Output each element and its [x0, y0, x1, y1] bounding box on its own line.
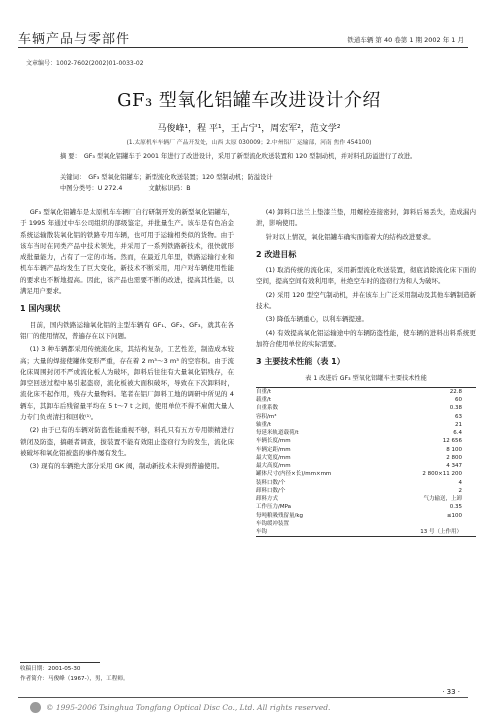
section-1-paragraph: (2) 由于已有的车辆对防盗性能重视不够，料孔只有五方专用锁精进行锁闭及防盗，搞砸者调查，拔装置不能有效阻止盗窃行为的发生，流化床被破坏和氧化铝被盗的事件屡有发生。 [20, 426, 234, 457]
param-label: 卸料口数/个 [256, 487, 286, 494]
clc-label: 中图分类号： [60, 185, 98, 192]
copyright-text: © 1995-2006 Tsinghua Tongfang Optical Disc Co., Ltd. All rights reserved. [46, 703, 331, 712]
section-2-paragraph: (3) 降低车辆重心，以利车辆提速。 [265, 315, 369, 324]
table-row [256, 512, 476, 520]
param-label: 自重系数 [256, 405, 279, 412]
table-row [256, 487, 476, 495]
table-row [256, 462, 476, 470]
right-column [256, 207, 476, 537]
param-value: 2 800 [446, 454, 462, 461]
footnote-divider [20, 662, 100, 663]
param-value: 6.4 [453, 430, 462, 437]
abstract [60, 152, 454, 162]
section-3-heading: 3 主要技术性能（表 1） [256, 357, 345, 367]
param-label: 车钩 [256, 528, 382, 537]
abstract-text: GF₃ 型氧化铝罐车于 2001 年进行了改进设计，采用了新型流化吹送装置和 120 型制动机，并对料孔防溢进行了改进。 [83, 153, 417, 160]
param-value: 13 号（上作用） [382, 528, 476, 537]
section-2-paragraph: (4) 有效提高氧化铝运输途中的车辆防盗性能，使车辆的进料出料系统更加符合使用单位的实际需要。 [256, 328, 476, 348]
table-row [256, 503, 476, 511]
publisher-logo-icon [30, 702, 41, 713]
param-value: 0.35 [449, 504, 462, 511]
section-1-paragraph: (1) 3 种车辆都采用传统流化床，其结构复杂，工艺性差，制造成本较高；大量的焊接使罐体变形严重，存在着 2 m³～3 m³ 的空容积。由于流化床周围封闭不严或流化板人为破坏，卸料后往往有大量氧化铝残存，在卸空回送过程中易引起盗窃，流化板被大面积破坏，导致在下次卸料时，流化床不起作用，残存大量物料。笔者在铝厂卸料工地的调研中所见的 4 辆车，其卸车后残留量平均在 5 t～7 t 之间，使用单位不得不雇佣大量人力专门负责清扫和回收⁽¹⁾。 [20, 345, 234, 422]
param-value: 8 100 [446, 446, 462, 453]
copyright-notice [30, 702, 330, 713]
table-row [256, 470, 476, 478]
param-label: 装料口数/个 [256, 479, 286, 486]
table-row [256, 396, 476, 404]
param-label: 最大高度/mm [256, 463, 291, 470]
section-2-paragraph: (2) 采用 120 型空气制动机，并在该车上广泛采用制动及其他车辆制造新技术。 [256, 290, 476, 311]
param-value: 2 [458, 487, 462, 494]
received-date: 收稿日期：2001-05-30 [20, 666, 81, 672]
param-value: 12 656 [442, 438, 462, 445]
param-label: 卸料方式 [256, 496, 279, 503]
table-row [256, 387, 476, 396]
param-label: 自重/t [256, 387, 382, 396]
table-row [256, 479, 476, 487]
affiliation: (1.太原机车车辆厂 产品开发处，山西 太原 030009；2.中州铝厂 运输部，河南 焦作 454100) [126, 140, 372, 146]
keywords [60, 173, 454, 183]
keywords-label: 关键词： [60, 174, 86, 181]
param-label: 容积/m³ [256, 413, 277, 420]
section-1-heading: 1 国内现状 [20, 304, 61, 314]
table-row [256, 528, 476, 537]
table-row [256, 437, 476, 445]
classification [60, 184, 454, 194]
table-row [256, 520, 476, 528]
param-label: 载重/t [256, 397, 272, 404]
table-caption: 表 1 改进后 GF₃ 型氧化铝罐车主要技术性能 [305, 374, 427, 382]
keywords-text: GF₃ 型氧化铝罐车；新型流化吹送装置；120 型制动机；防溢设计 [88, 174, 273, 181]
param-value: 21 [455, 421, 462, 428]
param-value [382, 520, 476, 528]
table-row [256, 446, 476, 454]
param-value: 22.8 [382, 387, 476, 396]
intro-paragraph: GF₃ 型氧化铝罐车是太原机车车辆厂自行研制开发的新型氧化铝罐车，于 1995 年通过中车公司组织的部级鉴定，并批量生产。该车是有色冶金系统运输散装氧化铝的铁路专用车辆，也可用于运输相类似的货物。由于该车当时在同类产品中技术领先，并采用了一系列铁路新技术，很快就形成批量能力，占有了一定的市场。然而，在最近几年里，铁路运输行业和机车车辆产品均发生了巨大变化，新技术不断采用，用户对车辆使用性能的要求也不断地提高。因此，该产品也需要不断的改进，提高其性能，以满足用户要求。 [20, 208, 234, 296]
body-paragraph: 针对以上情况，氧化铝罐车确实面临着大的结构改进要求。 [265, 232, 435, 241]
paper-title: GF₃ 型氧化铝罐车改进设计介绍 [117, 90, 381, 111]
clc-code: U 272.4 [97, 185, 123, 192]
left-column [20, 207, 234, 475]
page-number: · 33 · [442, 688, 460, 696]
abstract-label: 摘 要： [60, 153, 81, 160]
journal-issue-info: 铁道车辆 第 40 卷第 1 期 2002 年 1 月 [347, 36, 464, 44]
param-value: ≤100 [446, 512, 462, 519]
param-value: 63 [455, 413, 462, 420]
author-list: 马俊峰¹，程 平¹，王占宁¹，周宏军²，范文学² [157, 124, 341, 134]
section-2-heading: 2 改进目标 [256, 249, 297, 259]
doc-code-label: 文献标识码： [148, 185, 187, 192]
param-label: 每吨粮吸残留量/kg [256, 512, 304, 519]
table-row [256, 454, 476, 462]
section-2-paragraph: (1) 取消传统的流化床，采用新型流化吹送装置，彻底消除流化床下面的空间，提高空间有效利用率，杜绝空车时的盗窃行为和人为破坏。 [256, 266, 476, 286]
section-1-paragraph: (3) 现有的车辆绝大部分采用 GK 阀，制动新技术未得到普遍使用。 [29, 462, 224, 471]
footer-divider [18, 697, 468, 698]
param-value: 4 347 [446, 463, 462, 470]
param-label: 轴重/t [256, 421, 272, 428]
param-value: 0.38 [449, 405, 462, 412]
table-row [256, 404, 476, 412]
journal-section-title: 车辆产品与零部件 [18, 32, 131, 47]
param-label: 罐体尺寸(内径×长)/mm×mm [256, 471, 332, 478]
article-id: 文章编号：1002-7602(2002)01-0033-02 [26, 60, 144, 67]
param-label: 每延米轨道载荷/t [256, 430, 299, 437]
specs-table [256, 387, 476, 538]
param-value: 气力输送，上卸 [423, 496, 462, 503]
table-row [256, 421, 476, 429]
param-value: 60 [455, 397, 462, 404]
body-paragraph: (4) 卸料口法兰上垫漆兰垫，用螺栓连接密封，卸料后易丢失，造成漏内泄，影响使用。 [256, 208, 476, 228]
param-label: 车辆定距/mm [256, 446, 291, 453]
author-bio: 作者简介：马俊峰（1967-），男，工程师。 [20, 676, 129, 682]
table-row [256, 413, 476, 421]
param-value: 4 [458, 479, 462, 486]
section-1-paragraph: 目前，国内铁路运输氧化铝的主型车辆有 GF₁、GF₂、GF₃，就其在各铝厂的使用情况，普遍存在以下问题。 [20, 320, 234, 340]
header-divider [18, 47, 468, 48]
param-label: 工作压力/MPa [256, 504, 292, 511]
table-row [256, 429, 476, 437]
param-label: 最大宽度/mm [256, 454, 291, 461]
doc-code: B [186, 185, 191, 192]
param-value: 2 800×11 200 [422, 471, 462, 478]
table-row [256, 495, 476, 503]
param-label: 车辆长度/mm [256, 438, 291, 445]
param-label: 车钩缓冲装置 [256, 520, 290, 527]
